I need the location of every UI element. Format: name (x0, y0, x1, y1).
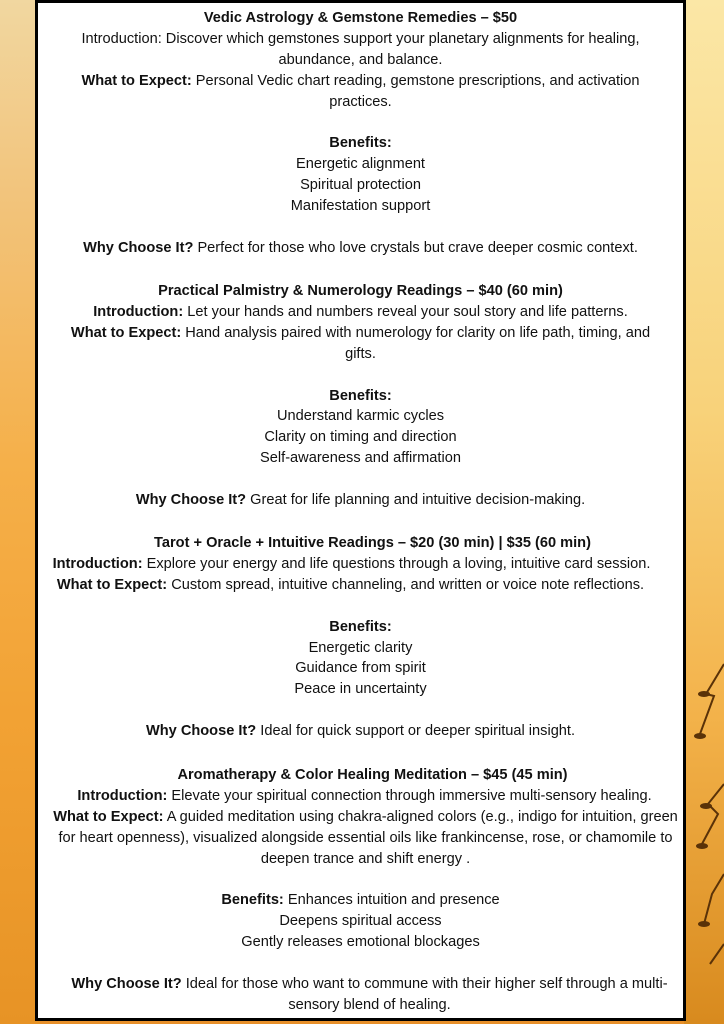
benefit-item: Deepens spiritual access (279, 913, 442, 930)
services-card (35, 0, 686, 1021)
benefits-label: Benefits: (329, 618, 392, 635)
service-expect: What to Expect: A guided meditation using chakra-aligned colors (e.g., indigo for intuition, green for heart openness), visualized alongside essential oils like frankincense, rose, or chamomile to deepen trance and shift energy . (53, 808, 678, 867)
benefit-item: Understand karmic cycles (276, 408, 445, 425)
benefit-item: Spiritual protection (300, 177, 421, 194)
benefit-item: Manifestation support (290, 198, 431, 215)
service-why: Why Choose It? Perfect for those who love crystals but crave deeper cosmic context. (83, 239, 638, 256)
service-expect: What to Expect: Hand analysis paired with numerology for clarity on life path, timing, and gifts. (70, 324, 651, 362)
background-left-sunset (0, 0, 40, 1024)
service-section-aromatherapy (38, 765, 683, 1016)
branch-silhouette-icon (684, 624, 724, 984)
service-title: Aromatherapy & Color Healing Meditation – $45 (45 min) (177, 767, 568, 783)
service-expect: What to Expect: Personal Vedic chart reading, gemstone prescriptions, and activation practices. (81, 72, 640, 110)
benefit-item: Clarity on timing and direction (264, 429, 457, 446)
service-section-vedic (38, 8, 683, 259)
service-title: Practical Palmistry & Numerology Readings – $40 (60 min) (158, 283, 563, 299)
service-title: Tarot + Oracle + Intuitive Readings – $20 (30 min) | $35 (60 min) (154, 535, 591, 551)
benefit-item: Peace in uncertainty (294, 681, 427, 698)
service-title: Vedic Astrology & Gemstone Remedies – $50 (203, 10, 518, 26)
benefit-item: Gently releases emotional blockages (241, 934, 480, 951)
benefits-label: Benefits: (329, 135, 392, 152)
service-why: Why Choose It? Ideal for quick support or deeper spiritual insight. (145, 723, 576, 740)
service-expect: What to Expect: Custom spread, intuitive channeling, and written or voice note reflections. (56, 576, 645, 593)
service-intro: Introduction: Let your hands and numbers reveal your soul story and life patterns. (93, 303, 628, 320)
benefit-item: Guidance from spirit (295, 660, 426, 677)
benefit-item: Energetic alignment (296, 156, 425, 173)
service-intro: Introduction: Explore your energy and life questions through a loving, intuitive card session. (52, 555, 651, 572)
benefits-label: Benefits: (329, 387, 392, 404)
service-section-tarot (38, 533, 683, 742)
service-intro: Introduction: Elevate your spiritual connection through immersive multi-sensory healing. (77, 787, 652, 804)
service-section-palmistry (38, 281, 683, 511)
service-intro: Introduction: Discover which gemstones support your planetary alignments for healing, abundance, and balance. (81, 30, 640, 68)
benefits-first: Benefits: Enhances intuition and presence (221, 892, 500, 909)
benefit-item: Energetic clarity (308, 639, 413, 656)
service-why: Why Choose It? Ideal for those who want to commune with their higher self through a multi-sensory blend of healing. (71, 976, 668, 1013)
service-why: Why Choose It? Great for life planning and intuitive decision-making. (135, 492, 586, 509)
benefit-item: Self-awareness and affirmation (260, 450, 461, 467)
